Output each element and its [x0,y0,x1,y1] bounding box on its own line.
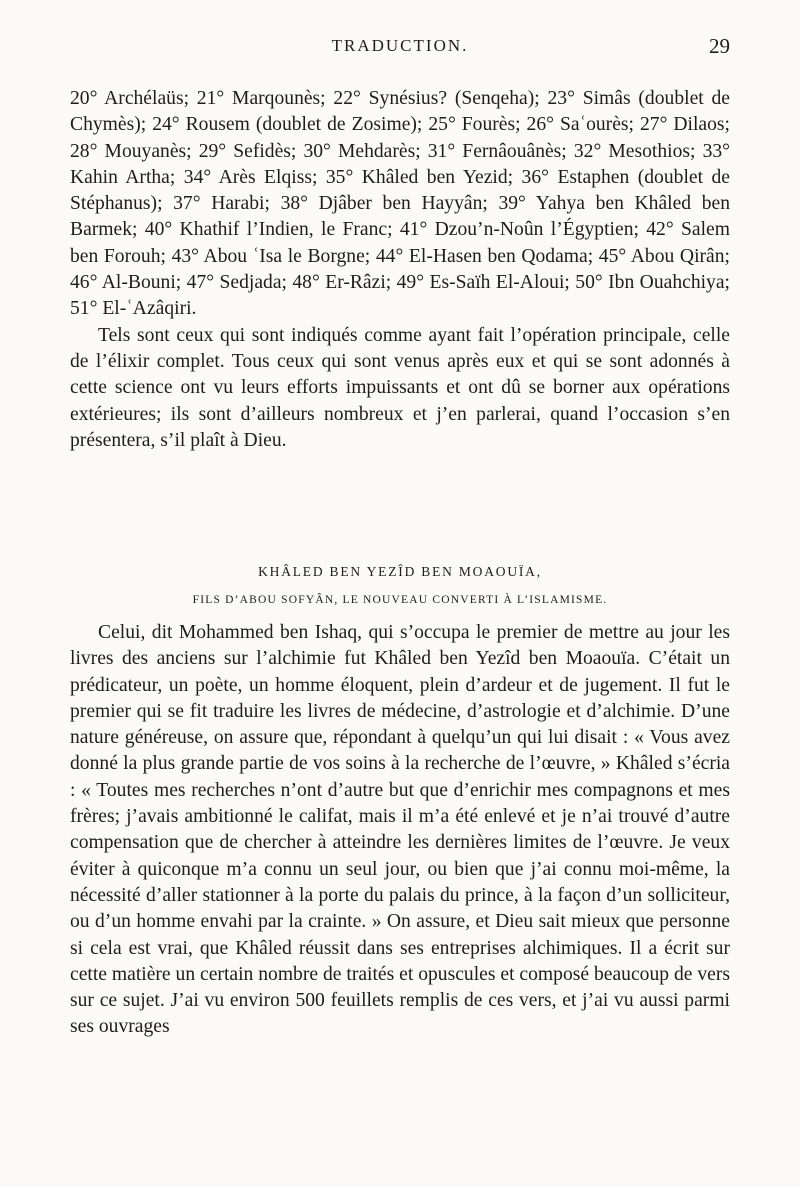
text-block-top [70,86,730,454]
summary-paragraph: Tels sont ceux qui sont indiqués comme ayant fait l’opération principale, celle de l’élixir complet. Tous ceux qui sont venus après eux et qui se sont adonnés à cette science ont vu leurs efforts impuissants et ont dû se borner aux opérations extérieures; ils sont d’ailleurs nombreux et j’en parlerai, quand l’occasion s’en présentera, s’il plaît à Dieu. [70,324,730,451]
section-heading-subtitle: FILS D’ABOU SOFYÂN, LE NOUVEAU CONVERTI À L’ISLAMISME. [192,594,608,606]
running-head [70,34,730,60]
page-number: 29 [709,34,730,58]
text-block-bottom [70,620,730,1041]
khaled-paragraph: Celui, dit Mohammed ben Ishaq, qui s’occupa le premier de mettre au jour les livres des anciens sur l’alchimie fut Khâled ben Yezîd ben Moaouïa. C’était un prédicateur, un poète, un homme éloquent, plein d’ardeur et de jugement. Il fut le premier qui se fit traduire les livres de médecine, d’astrologie et d’alchimie. D’une nature généreuse, on assure que, répondant à quelqu’un qui lui disait : « Vous avez donné la plus grande partie de vos soins à la recherche de l’œuvre, » Khâled s’écria : « Toutes mes recherches n’ont d’autre but que d’enrichir mes compagnons et mes frères; j’avais ambitionné le califat, mais il m’a été enlevé et je n’ai trouvé d’autre compensation que de chercher à atteindre les dernières limites de l’œuvre. Je veux éviter à quiconque m’a connu un seul jour, ou bien que j’ai connu moi-même, la nécessité d’aller stationner à la porte du palais du prince, à la façon d’un solliciteur, ou d’un homme envahi par la crainte. » On assure, et Dieu sait mieux que personne si cela est vrai, que Khâled réussit dans ses entreprises alchimiques. Il a écrit sur cette matière un certain nombre de traités et opuscules et composé beaucoup de vers sur ce sujet. J’ai vu environ 500 feuillets remplis de ces vers, et j’ai vu aussi parmi ses ouvrages [70,622,730,1038]
running-head-title: TRADUCTION. [331,36,469,55]
section-heading [70,563,730,609]
section-heading-title: KHÂLED BEN YEZÎD BEN MOAOUÏA, [258,564,542,579]
alchemist-list-paragraph: 20° Archélaüs; 21° Marqounès; 22° Synésius? (Senqeha); 23° Simâs (doublet de Chymès); 24° Rousem (doublet de Zosime); 25° Fourès; 26° Saʿourès; 27° Dilaos; 28° Mouyanès; 29° Sefidès; 30° Mehdarès; 31° Fernâouânès; 32° Mesothios; 33° Kahin Artha; 34° Arès Elqiss; 35° Khâled ben Yezid; 36° Estaphen (doublet de Stéphanus); 37° Harabi; 38° Djâber ben Hayyân; 39° Yahya ben Khâled ben Barmek; 40° Khathif l’Indien, le Franc; 41° Dzou’n-Noûn l’Égyptien; 42° Salem ben Forouh; 43° Abou ʿIsa le Borgne; 44° El-Hasen ben Qodama; 45° Abou Qirân; 46° Al-Bouni; 47° Sedjada; 48° Er-Râzi; 49° Es-Saïh El-Aloui; 50° Ibn Ouahchiya; 51° El-ʿAzâqiri. [70,88,730,320]
